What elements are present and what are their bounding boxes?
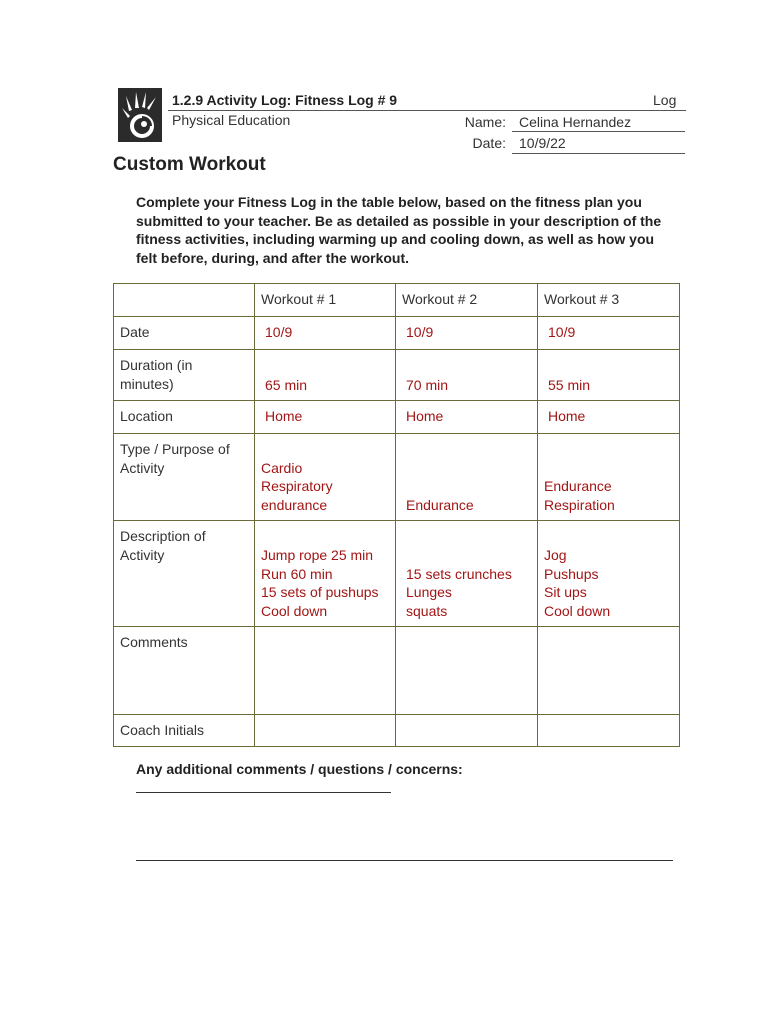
- document-type-label: Log: [653, 92, 677, 108]
- table-cell[interactable]: Endurance Respiration: [538, 434, 680, 521]
- date-underline: [512, 153, 685, 154]
- fitness-log-table: [113, 283, 680, 747]
- cell-text: Home: [265, 408, 303, 424]
- cell-text: 65 min: [265, 376, 308, 393]
- table-row-date: [114, 317, 680, 350]
- instructions-paragraph: Complete your Fitness Log in the table below, based on the fitness plan you submitted to your teacher. Be as detailed as possible in your description of the fitness activities, including warming up and cooling down, as well as how you felt before, during, and after the workout.: [136, 194, 662, 266]
- table-cell[interactable]: Cardio Respiratory endurance: [255, 434, 396, 521]
- cell-text: 70 min: [406, 376, 449, 393]
- name-label: Name:: [464, 114, 506, 130]
- table-cell[interactable]: [538, 401, 680, 434]
- table-row-duration: [114, 350, 680, 401]
- table-row-coach-initials: [114, 715, 680, 747]
- column-header-workout-3: Workout # 3: [538, 284, 680, 317]
- table-header-row: [114, 284, 680, 317]
- cell-text: 10/9: [548, 324, 576, 340]
- subject-label: Physical Education: [172, 112, 291, 128]
- table-cell[interactable]: [396, 715, 538, 747]
- row-label: Date: [114, 317, 255, 350]
- table-cell[interactable]: [538, 317, 680, 350]
- name-underline: [512, 131, 685, 132]
- school-logo-icon: [118, 88, 162, 142]
- table-cell[interactable]: Jump rope 25 min Run 60 min 15 sets of pushups Cool down: [255, 521, 396, 627]
- row-label: Comments: [114, 627, 255, 715]
- row-label: Location: [114, 401, 255, 434]
- table-cell[interactable]: [396, 627, 538, 715]
- table-cell[interactable]: [255, 350, 396, 401]
- column-header-workout-2: Workout # 2: [396, 284, 538, 317]
- date-label: Date:: [472, 135, 506, 151]
- table-cell[interactable]: [255, 401, 396, 434]
- row-label: Description of Activity: [114, 521, 255, 627]
- table-cell[interactable]: [255, 715, 396, 747]
- answer-line[interactable]: [136, 860, 673, 861]
- name-field[interactable]: Celina Hernandez: [519, 114, 632, 130]
- answer-line[interactable]: [136, 792, 391, 793]
- table-cell[interactable]: [538, 627, 680, 715]
- table-cell[interactable]: [396, 350, 538, 401]
- table-cell[interactable]: [538, 715, 680, 747]
- table-cell[interactable]: [396, 521, 538, 627]
- row-label: Coach Initials: [114, 715, 255, 747]
- table-cell[interactable]: [255, 627, 396, 715]
- cell-text: 10/9: [406, 324, 434, 340]
- table-row-type-purpose: [114, 434, 680, 521]
- header-rule: [168, 110, 686, 111]
- table-row-location: [114, 401, 680, 434]
- date-field[interactable]: 10/9/22: [519, 135, 566, 151]
- cell-text: 55 min: [548, 376, 591, 393]
- table-cell[interactable]: [396, 434, 538, 521]
- cell-text: Home: [406, 408, 444, 424]
- table-cell[interactable]: Jog Pushups Sit ups Cool down: [538, 521, 680, 627]
- table-cell[interactable]: [396, 401, 538, 434]
- table-row-description: [114, 521, 680, 627]
- row-label: Type / Purpose of Activity: [114, 434, 255, 521]
- additional-comments-label: Any additional comments / questions / concerns:: [136, 761, 463, 777]
- page-heading: Custom Workout: [113, 154, 266, 175]
- table-row-comments: [114, 627, 680, 715]
- document-title: 1.2.9 Activity Log: Fitness Log # 9: [172, 92, 398, 108]
- cell-text: 10/9: [265, 324, 293, 340]
- cell-text: Home: [548, 408, 586, 424]
- column-header-workout-1: Workout # 1: [255, 284, 396, 317]
- cell-text: 15 sets crunches Lunges squats: [406, 565, 512, 619]
- column-header-blank: [114, 284, 255, 317]
- cell-text: Endurance: [406, 496, 474, 513]
- table-cell[interactable]: [255, 317, 396, 350]
- table-cell[interactable]: [396, 317, 538, 350]
- row-label: Duration (in minutes): [114, 350, 255, 401]
- table-cell[interactable]: [538, 350, 680, 401]
